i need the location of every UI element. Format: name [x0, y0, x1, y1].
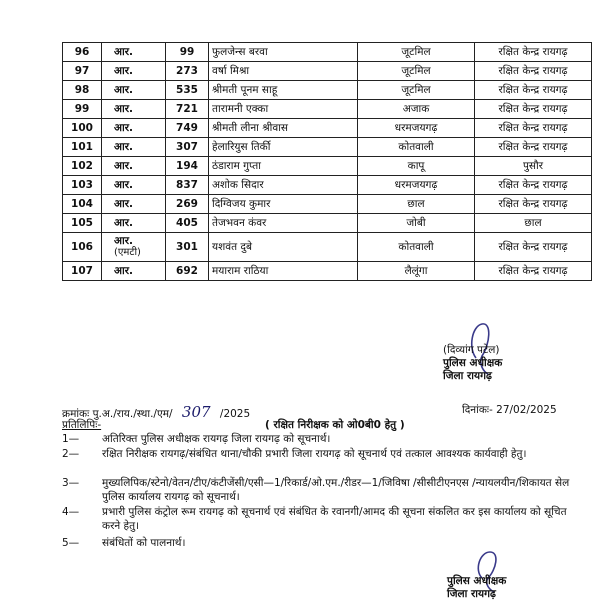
table-row [63, 43, 592, 62]
rank-cell-text: आर. [114, 217, 134, 229]
rank-cell-text: आर. [114, 141, 134, 153]
table-row [63, 100, 592, 119]
rank-cell [102, 62, 166, 81]
signature-block-2 [447, 575, 506, 601]
from-posting-cell-text: जूटमिल [401, 65, 431, 77]
order-number-suffix: /2025 [219, 408, 251, 420]
from-posting-cell-text: जूटमिल [401, 46, 431, 58]
badge-number-cell-text: 535 [176, 84, 198, 96]
badge-number-cell-text: 749 [176, 122, 198, 134]
rank-cell-text: आर. [114, 235, 134, 247]
order-number: 307 [181, 403, 211, 421]
to-posting-cell [475, 233, 592, 262]
badge-number-cell [166, 100, 209, 119]
table-row [63, 262, 592, 281]
to-posting-cell [475, 62, 592, 81]
badge-number-cell [166, 176, 209, 195]
copy-item [62, 447, 582, 475]
table-row [63, 62, 592, 81]
to-posting-cell [475, 176, 592, 195]
signatory-district: जिला रायगढ़ [447, 588, 496, 600]
serial-number-cell [63, 262, 102, 281]
rank-cell [102, 157, 166, 176]
serial-number-cell [63, 195, 102, 214]
copy-item [62, 432, 582, 446]
name-cell [209, 81, 358, 100]
from-posting-cell-text: कोतवाली [398, 141, 434, 153]
serial-number-cell [63, 157, 102, 176]
rank-cell-text: आर. [114, 265, 134, 277]
copy-item-text: संबंधितों को पालनार्थ। [102, 537, 186, 549]
serial-number-cell-text: 106 [71, 241, 93, 253]
rank-cell-text: आर. [114, 103, 134, 115]
name-cell [209, 138, 358, 157]
name-cell [209, 195, 358, 214]
rank-cell [102, 214, 166, 233]
table-row [63, 157, 592, 176]
serial-number-cell [63, 214, 102, 233]
from-posting-cell [358, 262, 475, 281]
serial-number-cell-text: 105 [71, 217, 93, 229]
serial-number-cell-text: 98 [74, 84, 90, 96]
name-cell-text: तारामनी एक्का [212, 103, 269, 115]
name-cell-text: अशोक सिदार [212, 179, 264, 191]
from-posting-cell [358, 214, 475, 233]
serial-number-cell-text: 100 [71, 122, 93, 134]
to-posting-cell-text: रक्षित केन्द्र रायगढ़ [498, 141, 568, 153]
to-posting-cell-text: रक्षित केन्द्र रायगढ़ [498, 65, 568, 77]
rank-cell [102, 43, 166, 62]
table-row [63, 195, 592, 214]
to-posting-cell-text: पुसौर [522, 160, 544, 172]
rank-cell [102, 195, 166, 214]
serial-number-cell [63, 176, 102, 195]
copy-item-text: अतिरिक्त पुलिस अधीक्षक रायगढ़ जिला रायगढ़ को सूचनार्थ। [102, 433, 331, 445]
from-posting-cell-text: धरमजयगढ़ [394, 122, 438, 134]
from-posting-cell-text: कोतवाली [398, 241, 434, 253]
transfer-table [62, 42, 592, 281]
rank-cell [102, 176, 166, 195]
from-posting-cell [358, 157, 475, 176]
name-cell [209, 43, 358, 62]
from-posting-cell [358, 81, 475, 100]
badge-number-cell [166, 119, 209, 138]
badge-number-cell-text: 837 [176, 179, 198, 191]
rank-cell-text: आर. [114, 160, 134, 172]
serial-number-cell [63, 100, 102, 119]
to-posting-cell [475, 262, 592, 281]
badge-number-cell-text: 721 [176, 103, 198, 115]
from-posting-cell-text: कापू [407, 160, 425, 172]
badge-number-cell-text: 99 [179, 46, 195, 58]
copy-heading: प्रतिलिपिः- [62, 419, 102, 431]
to-posting-cell-text: रक्षित केन्द्र रायगढ़ [498, 198, 568, 210]
copy-item-number: 4— [62, 506, 80, 518]
signatory-name: (दिव्यांग पटेल) [443, 344, 500, 356]
signature-block-1 [443, 344, 502, 383]
badge-number-cell [166, 62, 209, 81]
to-posting-cell-text: छाल [524, 217, 542, 229]
copy-item-number: 2— [62, 448, 80, 460]
rank-cell-text: आर. [114, 198, 134, 210]
to-posting-cell [475, 100, 592, 119]
from-posting-cell [358, 100, 475, 119]
badge-number-cell-text: 301 [176, 241, 198, 253]
badge-number-cell [166, 214, 209, 233]
table-row [63, 214, 592, 233]
serial-number-cell [63, 43, 102, 62]
name-cell [209, 157, 358, 176]
table-row [63, 176, 592, 195]
badge-number-cell-text: 692 [176, 265, 198, 277]
name-cell-text: हेलारियुस तिर्की [212, 141, 271, 153]
name-cell-text: फुलजेन्स बरवा [212, 46, 268, 58]
serial-number-cell-text: 96 [74, 46, 90, 58]
rank-cell [102, 119, 166, 138]
name-cell [209, 233, 358, 262]
name-cell [209, 100, 358, 119]
from-posting-cell [358, 233, 475, 262]
to-posting-cell-text: रक्षित केन्द्र रायगढ़ [498, 103, 568, 115]
from-posting-cell-text: छाल [407, 198, 425, 210]
name-cell [209, 62, 358, 81]
serial-number-cell [63, 138, 102, 157]
rank-cell [102, 262, 166, 281]
signatory-designation: पुलिस अधीक्षक [447, 575, 507, 587]
from-posting-cell-text: जूटमिल [401, 84, 431, 96]
to-posting-cell-text: रक्षित केन्द्र रायगढ़ [498, 46, 568, 58]
badge-number-cell-text: 307 [176, 141, 198, 153]
name-cell [209, 262, 358, 281]
serial-number-cell-text: 102 [71, 160, 93, 172]
table-row [63, 138, 592, 157]
copy-item-text: प्रभारी पुलिस कंट्रोल रूम रायगढ़ को सूचनार्थ एवं संबंधित के रवानगी/आमद की सूचना संकलित कर इस कार्यालय को सूचित करने हेतु। [102, 506, 567, 532]
signatory-designation: पुलिस अधीक्षक [443, 357, 503, 369]
badge-number-cell [166, 43, 209, 62]
rank-cell-text: आर. [114, 122, 134, 134]
serial-number-cell-text: 104 [71, 198, 93, 210]
serial-number-cell-text: 97 [74, 65, 90, 77]
from-posting-cell [358, 43, 475, 62]
badge-number-cell [166, 262, 209, 281]
serial-number-cell-text: 99 [74, 103, 90, 115]
serial-number-cell-text: 101 [71, 141, 93, 153]
serial-number-cell [63, 62, 102, 81]
rank-sub-text: (एमटी) [114, 247, 141, 258]
to-posting-cell [475, 157, 592, 176]
to-posting-cell-text: रक्षित केन्द्र रायगढ़ [498, 84, 568, 96]
rank-cell-text: आर. [114, 179, 134, 191]
serial-number-cell [63, 119, 102, 138]
name-cell-text: ठंडाराम गुप्ता [212, 160, 261, 172]
from-posting-cell-text: अजाक [402, 103, 430, 115]
rank-cell-text: आर. [114, 84, 134, 96]
table-row [63, 233, 592, 262]
rank-cell [102, 138, 166, 157]
from-posting-cell-text: धरमजयगढ़ [394, 179, 438, 191]
to-posting-cell [475, 81, 592, 100]
name-cell-text: वर्षा मिश्रा [212, 65, 250, 77]
from-posting-cell [358, 62, 475, 81]
name-cell-text: मयाराम राठिया [212, 265, 269, 277]
copy-item-number: 1— [62, 433, 80, 445]
to-posting-cell-text: रक्षित केन्द्र रायगढ़ [498, 265, 568, 277]
serial-number-cell [63, 233, 102, 262]
copy-item-number: 5— [62, 537, 80, 549]
table-row [63, 119, 592, 138]
name-cell-text: तेजभवन कंवर [212, 217, 267, 229]
table-row [63, 81, 592, 100]
to-posting-cell-text: रक्षित केन्द्र रायगढ़ [498, 241, 568, 253]
to-posting-cell [475, 138, 592, 157]
from-posting-cell [358, 176, 475, 195]
copy-item-text: मुख्यलिपिक/स्टेनो/वेतन/टीए/कंटीजेंसी/एसी—1/रिकार्ड/ओ.एम./रीडर—1/जिविषा /सीसीटीएनएस /न्यायलयीन/शिकायत सेल पुलिस कार्यालय रायगढ़ को सूचनार्थ। [102, 477, 570, 503]
to-posting-cell [475, 214, 592, 233]
rank-cell [102, 81, 166, 100]
order-number-prefix: क्रमांकः पु.अ./राय./स्था./एम/ [62, 408, 173, 420]
rank-cell [102, 233, 166, 262]
serial-number-cell-text: 107 [71, 265, 93, 277]
badge-number-cell-text: 269 [176, 198, 198, 210]
rank-cell-text: आर. [114, 46, 134, 58]
to-posting-cell-text: रक्षित केन्द्र रायगढ़ [498, 179, 568, 191]
badge-number-cell [166, 138, 209, 157]
rank-cell [102, 100, 166, 119]
name-cell-text: दिग्विजय कुमार [212, 198, 271, 210]
name-cell-text: श्रीमती पूनम साहू [212, 84, 278, 96]
from-posting-cell-text: लैलूंगा [404, 265, 428, 277]
name-cell-text: यशवंत दुबे [212, 241, 252, 253]
name-cell [209, 214, 358, 233]
badge-number-cell-text: 194 [176, 160, 198, 172]
from-posting-cell-text: जोबी [406, 217, 426, 229]
badge-number-cell [166, 157, 209, 176]
badge-number-cell [166, 195, 209, 214]
badge-number-cell-text: 405 [176, 217, 198, 229]
to-posting-cell [475, 119, 592, 138]
from-posting-cell [358, 195, 475, 214]
from-posting-cell [358, 119, 475, 138]
copy-item-text: रक्षित निरीक्षक रायगढ़/संबंधित थाना/चौकी प्रभारी जिला रायगढ़ को सूचनार्थ एवं तत्काल आवश्यक कार्यवाही हेतु। [102, 448, 527, 460]
name-cell [209, 176, 358, 195]
to-posting-cell [475, 43, 592, 62]
serial-number-cell [63, 81, 102, 100]
serial-number-cell-text: 103 [71, 179, 93, 191]
name-cell [209, 119, 358, 138]
name-cell-text: श्रीमती लीना श्रीवास [212, 122, 289, 134]
badge-number-cell [166, 81, 209, 100]
rank-cell-text: आर. [114, 65, 134, 77]
copy-item-number: 3— [62, 477, 80, 489]
from-posting-cell [358, 138, 475, 157]
badge-number-cell [166, 233, 209, 262]
badge-number-cell-text: 273 [176, 65, 198, 77]
copy-note: ( रक्षित निरीक्षक को ओ0बी0 हेतु ) [265, 419, 405, 431]
order-date: दिनांकः- 27/02/2025 [462, 404, 557, 416]
signatory-district: जिला रायगढ़ [443, 370, 492, 382]
copy-item [62, 476, 582, 504]
to-posting-cell [475, 195, 592, 214]
copy-item [62, 505, 582, 533]
to-posting-cell-text: रक्षित केन्द्र रायगढ़ [498, 122, 568, 134]
